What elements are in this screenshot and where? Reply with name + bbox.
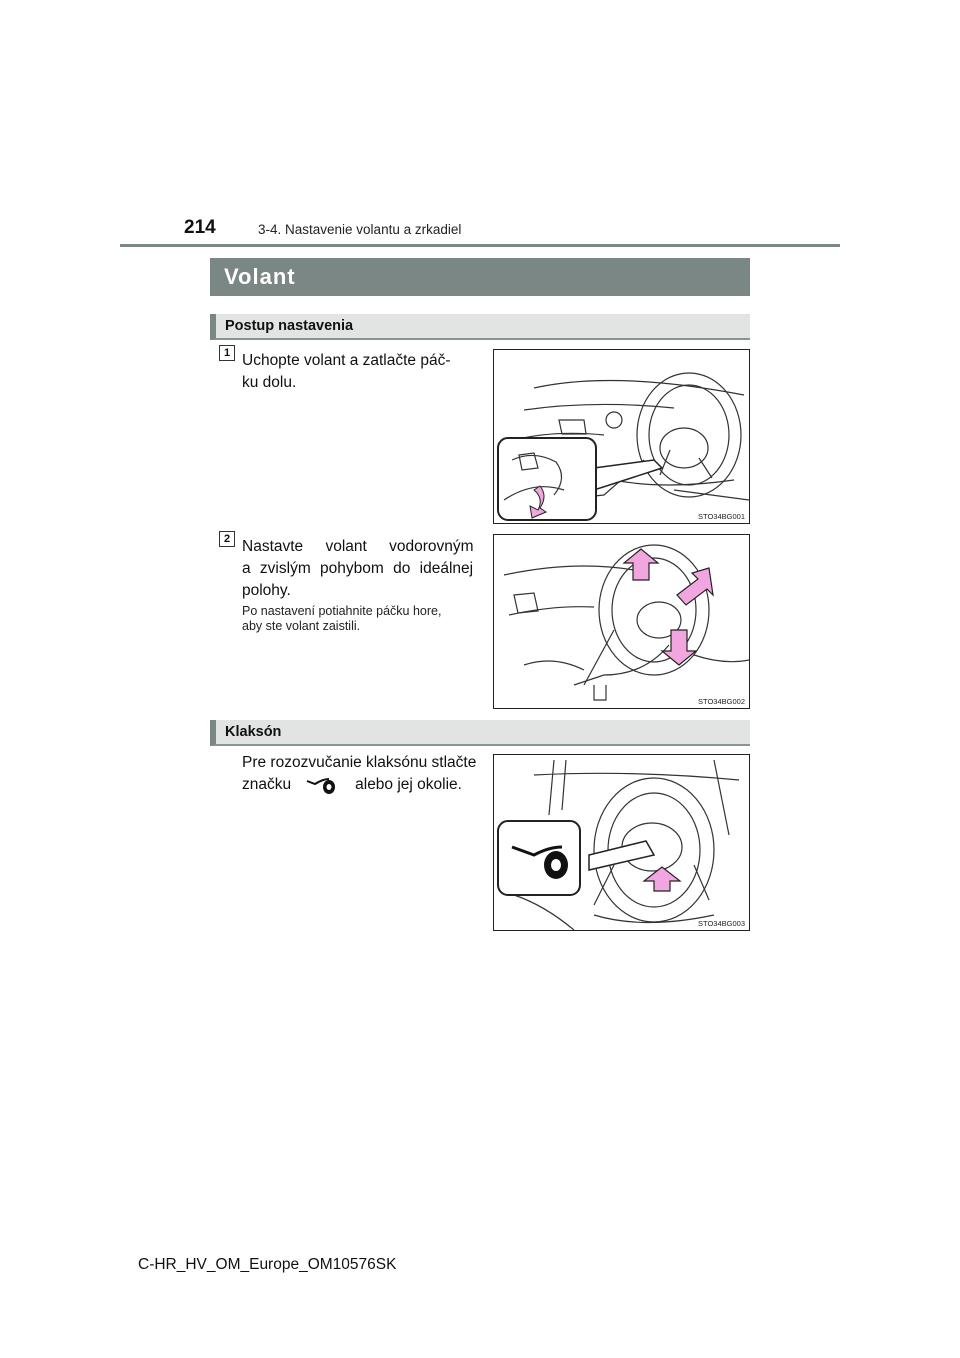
figure-3-illustration <box>494 755 749 930</box>
step-1-line-1: Uchopte volant a zatlačte páč- <box>242 352 451 369</box>
horn-text-before-icon: značku <box>242 776 292 793</box>
adjust-heading: Postup nastavenia <box>210 314 750 340</box>
horn-text <box>242 752 492 796</box>
step-2-text <box>242 536 478 602</box>
step-2-note <box>242 604 492 634</box>
horn-line-1: Pre rozozvučanie klaksónu stlačte <box>242 754 477 771</box>
page-title: Volant <box>210 258 750 296</box>
step-2-line-2: a zvislým pohybom do ideálnej <box>242 560 474 577</box>
section-breadcrumb: 3-4. Nastavenie volantu a zrkadiel <box>258 222 462 237</box>
figure-2-illustration <box>494 535 749 708</box>
step-1-text <box>242 350 478 394</box>
step-2-note-line-1: Po nastavení potiahnite páčku hore, <box>242 604 442 618</box>
step-2-line-1: Nastavte volant vodorovným <box>242 538 474 555</box>
horn-heading: Klaksón <box>210 720 750 746</box>
step-1-badge: 1 <box>219 345 235 361</box>
document-code: C-HR_HV_OM_Europe_OM10576SK <box>138 1256 397 1273</box>
step-2-note-line-2: aby ste volant zaistili. <box>242 619 361 633</box>
figure-adjust-wheel <box>493 534 750 709</box>
horn-icon <box>305 775 341 795</box>
figure-2-code: STO34BG002 <box>698 697 745 706</box>
page-number: 214 <box>184 217 216 238</box>
step-1-line-2: ku dolu. <box>242 374 297 391</box>
figure-release-lever <box>493 349 750 524</box>
horn-line-2 <box>242 774 492 796</box>
horn-text-after-icon: alebo jej okolie. <box>355 776 462 793</box>
figure-1-code: STO34BG001 <box>698 512 745 521</box>
figure-horn <box>493 754 750 931</box>
figure-1-illustration <box>494 350 749 523</box>
step-2-line-3: polohy. <box>242 582 291 599</box>
header-divider <box>120 244 840 247</box>
step-2-badge: 2 <box>219 531 235 547</box>
figure-3-code: STO34BG003 <box>698 919 745 928</box>
